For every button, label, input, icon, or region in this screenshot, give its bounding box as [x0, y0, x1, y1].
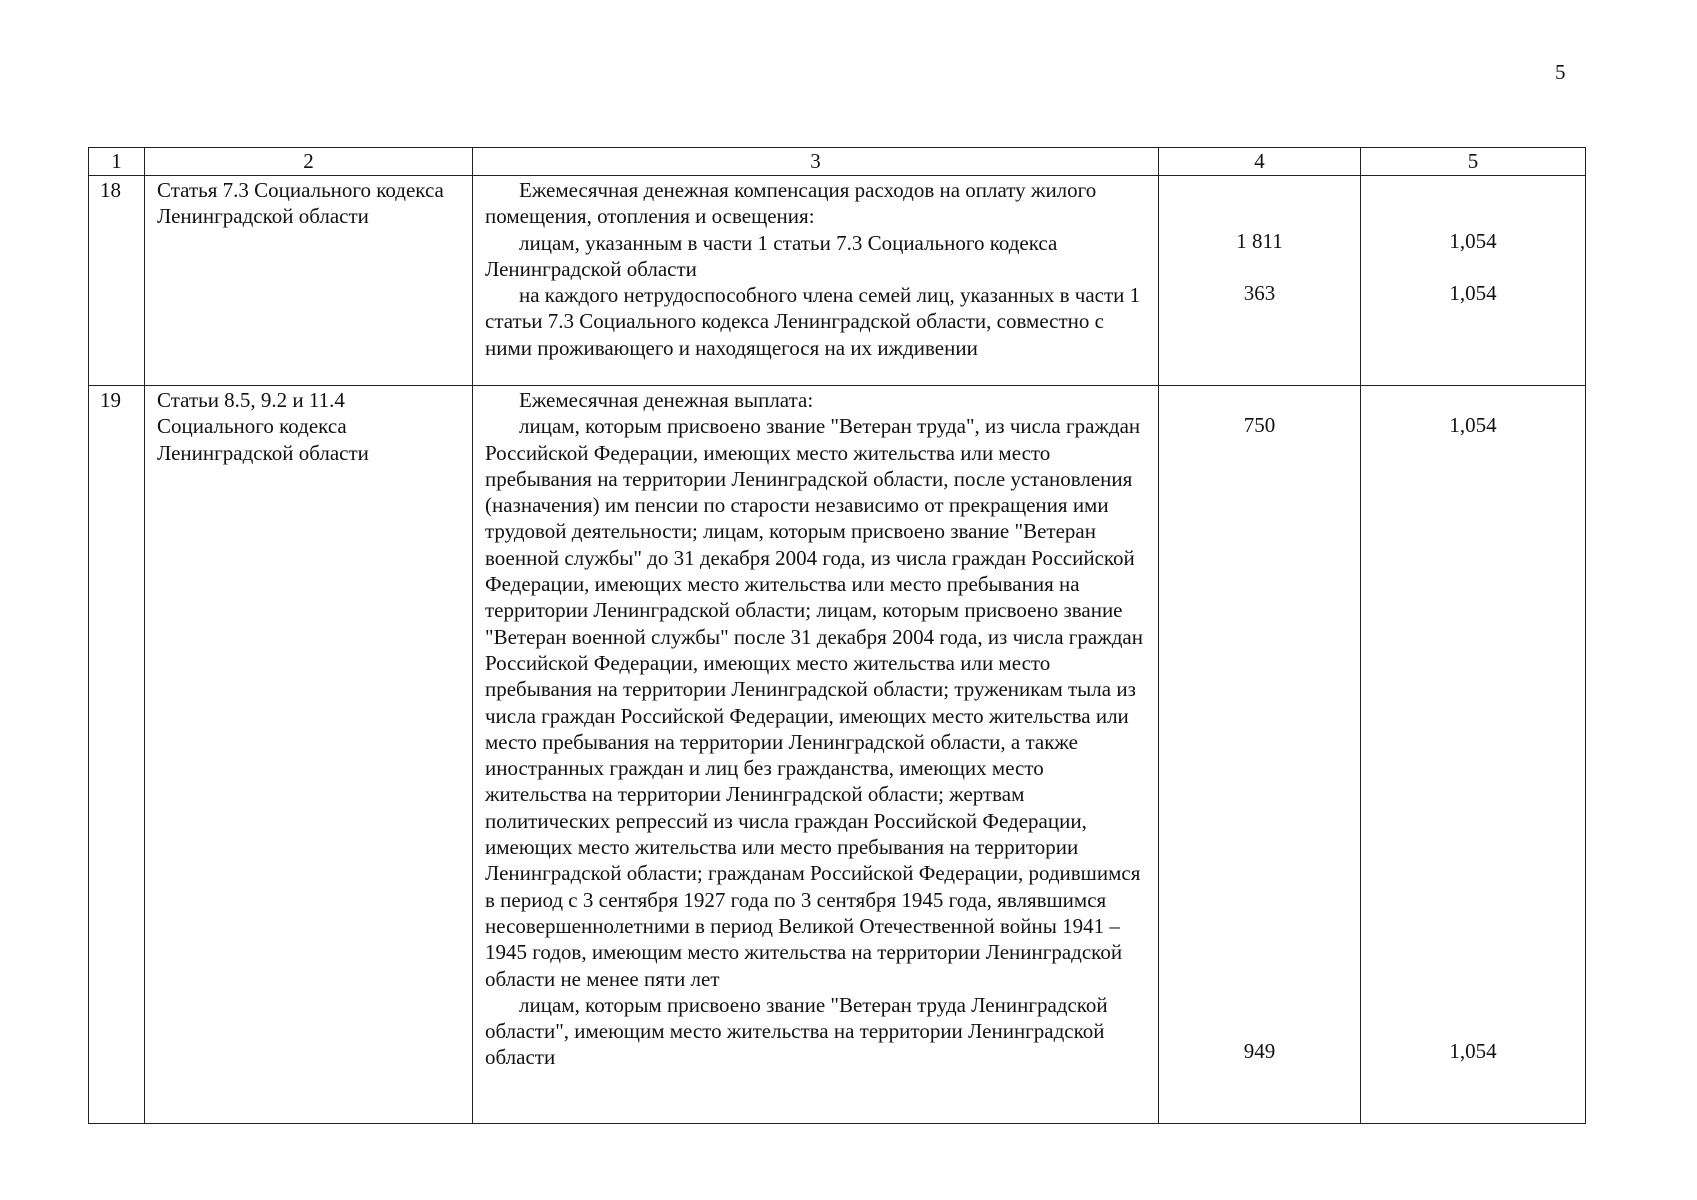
column-number: 2: [145, 148, 473, 176]
description-item: лицам, которым присвоено звание "Ветеран труда", из числа граждан Российской Федерации, имеющих место жительства или место пребывания на территории Ленинградской области, после установления (назначения) им пенсии по старости независимо от прекращения ими трудовой деятельности; лицам, которым присвоено звание "Ветеран военной службы" до 31 декабря 2004 года, из числа граждан Российской Федерации, имеющих место жительства или место пребывания на территории Ленинградской области; лицам, которым присвоено звание "Ветеран военной службы" после 31 декабря 2004 года, из числа граждан Российской Федерации, имеющих место жительства или место пребывания на территории Ленинградской области; труженикам тыла из числа граждан Российской Федерации, имеющих место жительства или место пребывания на территории Ленинградской области, а также иностранных граждан и лиц без гражданства, имеющих место жительства на территории Ленинградской области; жертвам политических репрессий из числа граждан Российской Федерации, имеющих место жительства или место пребывания на территории Ленинградской области; гражданам Российской Федерации, родившимся в период с 3 сентября 1927 года по 3 сентября 1945 года, являвшимся несовершеннолетними в период Великой Отечественной войны 1941 – 1945 годов, имеющим место жительства на территории Ленинградской области не менее пяти лет: [485, 414, 1143, 991]
coefficient-cell: [1361, 176, 1586, 386]
amount-value: 750: [1243, 413, 1276, 437]
table-row: [89, 176, 1586, 386]
amount-value: 949: [1243, 1039, 1276, 1064]
coefficient-cell: [1361, 386, 1586, 1124]
description-cell: [473, 176, 1159, 386]
column-number: 3: [473, 148, 1159, 176]
coefficient-value: 1,054: [1449, 413, 1497, 437]
description-intro: Ежемесячная денежная компенсация расходов на оплату жилого помещения, отопления и освещения:: [485, 178, 1097, 229]
amount-cell: [1159, 386, 1361, 1124]
column-number: 4: [1159, 148, 1361, 176]
coefficient-value: 1,054: [1449, 229, 1497, 253]
legal-basis-cell: Статьи 8.5, 9.2 и 11.4 Социального кодекса Ленинградской области: [145, 386, 473, 1124]
table-row: [89, 386, 1586, 1124]
amount-cell: [1159, 176, 1361, 386]
coefficient-value: 1,054: [1449, 281, 1497, 306]
coefficient-value: 1,054: [1449, 1039, 1497, 1064]
description-item: на каждого нетрудоспособного члена семей лиц, указанных в части 1 статьи 7.3 Социального кодекса Ленинградской области, совместно с ними проживающего и находящегося на их иждивении: [485, 283, 1141, 360]
page-number: 5: [1555, 60, 1566, 84]
description-cell: [473, 386, 1159, 1124]
benefits-table: [88, 147, 1586, 1124]
description-item: лицам, которым присвоено звание "Ветеран труда Ленинградской области", имеющим место жительства на территории Ленинградской области: [485, 992, 1108, 1070]
column-number: 1: [89, 148, 145, 176]
description-item: лицам, указанным в части 1 статьи 7.3 Социального кодекса Ленинградской области: [485, 230, 1058, 281]
amount-value: 363: [1243, 281, 1276, 306]
row-number: 19: [89, 386, 145, 1124]
column-number: 5: [1361, 148, 1586, 176]
legal-basis-cell: Статья 7.3 Социального кодекса Ленинградской области: [145, 176, 473, 386]
description-intro: Ежемесячная денежная выплата:: [519, 388, 814, 412]
amount-value: 1 811: [1236, 229, 1283, 253]
column-number-row: [89, 148, 1586, 176]
row-number: 18: [89, 176, 145, 386]
